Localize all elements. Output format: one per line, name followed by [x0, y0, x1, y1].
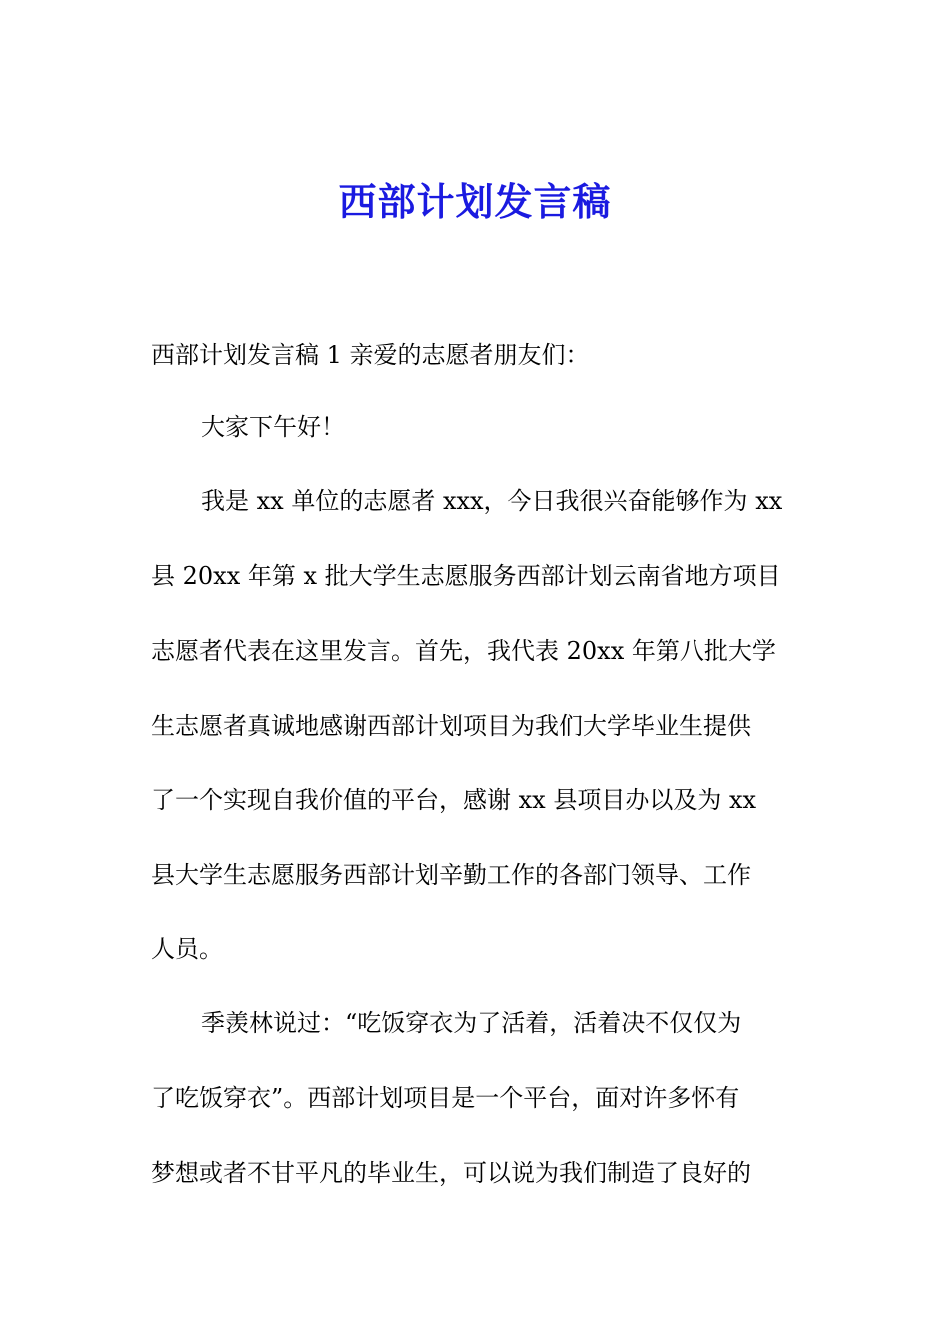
- body-line: 梦想或者不甘平凡的毕业生，可以说为我们制造了良好的: [151, 1159, 751, 1187]
- body-line: 了一个实现自我价值的平台，感谢 xx 县项目办以及为 xx: [151, 786, 757, 814]
- body-line: 县大学生志愿服务西部计划辛勤工作的各部门领导、工作: [151, 861, 751, 889]
- document-title: 西部计划发言稿: [338, 179, 612, 224]
- body-line: 人员。: [151, 935, 223, 963]
- body-line: 生志愿者真诚地感谢西部计划项目为我们大学毕业生提供: [151, 712, 751, 740]
- body-line: 志愿者代表在这里发言。首先，我代表 20xx 年第八批大学: [151, 637, 776, 665]
- body-line: 季羡林说过：“吃饭穿衣为了活着，活着决不仅仅为: [201, 1009, 742, 1037]
- body-line: 县 20xx 年第 x 批大学生志愿服务西部计划云南省地方项目: [151, 562, 781, 590]
- salutation-line: 西部计划发言稿 1 亲爱的志愿者朋友们：: [151, 341, 590, 369]
- body-line: 我是 xx 单位的志愿者 xxx，今日我很兴奋能够作为 xx: [201, 487, 783, 515]
- greeting-line: 大家下午好！: [201, 413, 345, 441]
- body-line: 了吃饭穿衣”。西部计划项目是一个平台，面对许多怀有: [151, 1084, 740, 1112]
